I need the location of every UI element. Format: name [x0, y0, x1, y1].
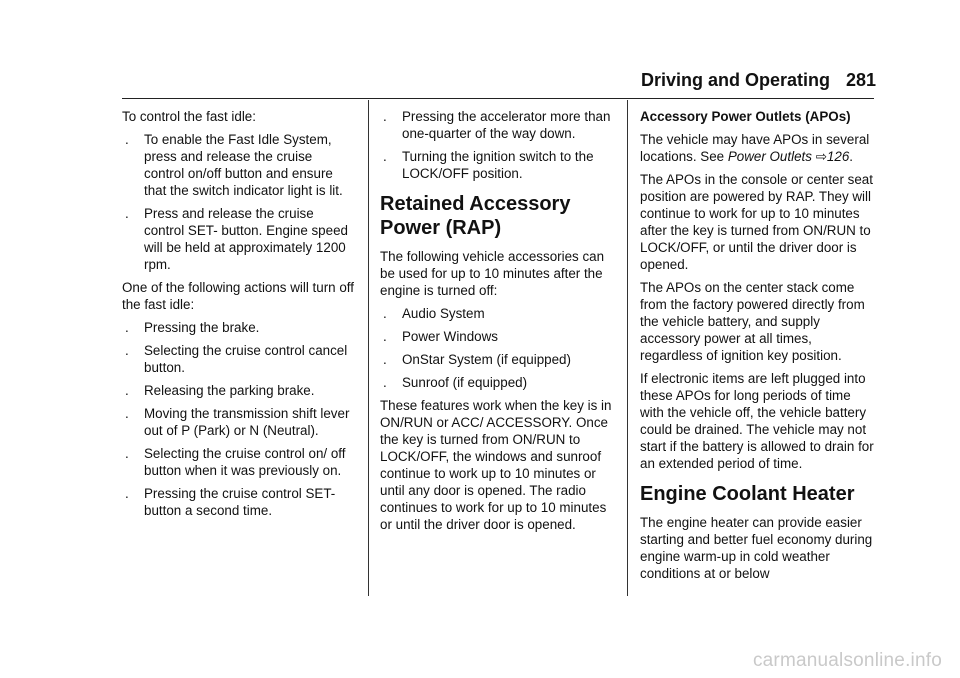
subheading-apos: Accessory Power Outlets (APOs)	[640, 109, 851, 124]
list-item: . Turning the ignition switch to the LOCK/OFF position.	[383, 149, 594, 181]
section-title: Driving and Operating	[640, 70, 830, 90]
paragraph: The APOs in the console or center seat position are powered by RAP. They will continue to work for up to 10 minutes after the key is turned from ON/RUN to LOCK/OFF, or until the driver door is opened.	[640, 172, 873, 272]
column-2	[380, 108, 616, 539]
header-rule	[122, 98, 874, 99]
column-divider-2	[627, 100, 628, 596]
page-ref-arrow-icon: ⇨	[815, 149, 827, 164]
intro-text: To control the fast idle:	[122, 109, 256, 124]
cross-reference-link[interactable]: Power Outlets	[727, 149, 812, 164]
page-number: 281	[845, 70, 876, 90]
list-item: . OnStar System (if equipped)	[383, 352, 571, 367]
list-item: . Moving the transmission shift lever out of P (Park) or N (Neutral).	[125, 406, 350, 438]
column-divider-1	[368, 100, 369, 596]
paragraph: The following vehicle accessories can be used for up to 10 minutes after the engine is turned off:	[380, 249, 605, 298]
paragraph: The engine heater can provide easier starting and better fuel economy during engine warm-up in cold weather conditions at or below	[640, 515, 873, 581]
paragraph: The APOs on the center stack come from the factory powered directly from the vehicle battery, and supply accessory power at all times, regardless of ignition key position.	[640, 280, 865, 363]
list-item: . To enable the Fast Idle System, press and release the cruise control on/off button and ensure that the switch indicator light is lit.	[125, 132, 343, 198]
list-item: . Releasing the parking brake.	[125, 383, 315, 398]
section-heading-rap: Retained Accessory Power (RAP)	[380, 193, 571, 239]
list-item: . Selecting the cruise control cancel button.	[125, 343, 348, 375]
column-3	[640, 108, 874, 588]
list-item: . Pressing the brake.	[125, 320, 260, 335]
column-1	[122, 108, 356, 525]
list-item: . Pressing the cruise control SET- button a second time.	[125, 486, 336, 518]
paragraph: These features work when the key is in ON/RUN or ACC/ ACCESSORY. Once the key is turned from ON/RUN to LOCK/OFF, the windows and sunroof continue to work up to 10 minutes or until any door is opened. The radio continues to work for up to 10 minutes or until the driver door is opened.	[380, 398, 612, 532]
list-item: . Power Windows	[383, 329, 498, 344]
paragraph: One of the following actions will turn off the fast idle:	[122, 280, 354, 312]
page-reference: 126	[826, 149, 850, 164]
list-item: . Pressing the accelerator more than one-quarter of the way down.	[383, 109, 611, 141]
page-header	[0, 70, 960, 96]
paragraph: If electronic items are left plugged into these APOs for long periods of time with the vehicle off, the vehicle battery could be drained. The vehicle may not start if the battery is allowed to drain for an extended period of time.	[640, 371, 874, 471]
section-heading-coolant-heater: Engine Coolant Heater	[640, 483, 855, 505]
watermark-text: carmanualsonline.info	[752, 650, 942, 671]
list-item: . Sunroof (if equipped)	[383, 375, 528, 390]
paragraph: The vehicle may have APOs in several locations. See Power Outlets ⇨126.	[640, 132, 870, 164]
list-item: . Press and release the cruise control SET- button. Engine speed will be held at approximately 1200 rpm.	[125, 206, 348, 272]
list-item: . Selecting the cruise control on/ off button when it was previously on.	[125, 446, 346, 478]
list-item: . Audio System	[383, 306, 485, 321]
